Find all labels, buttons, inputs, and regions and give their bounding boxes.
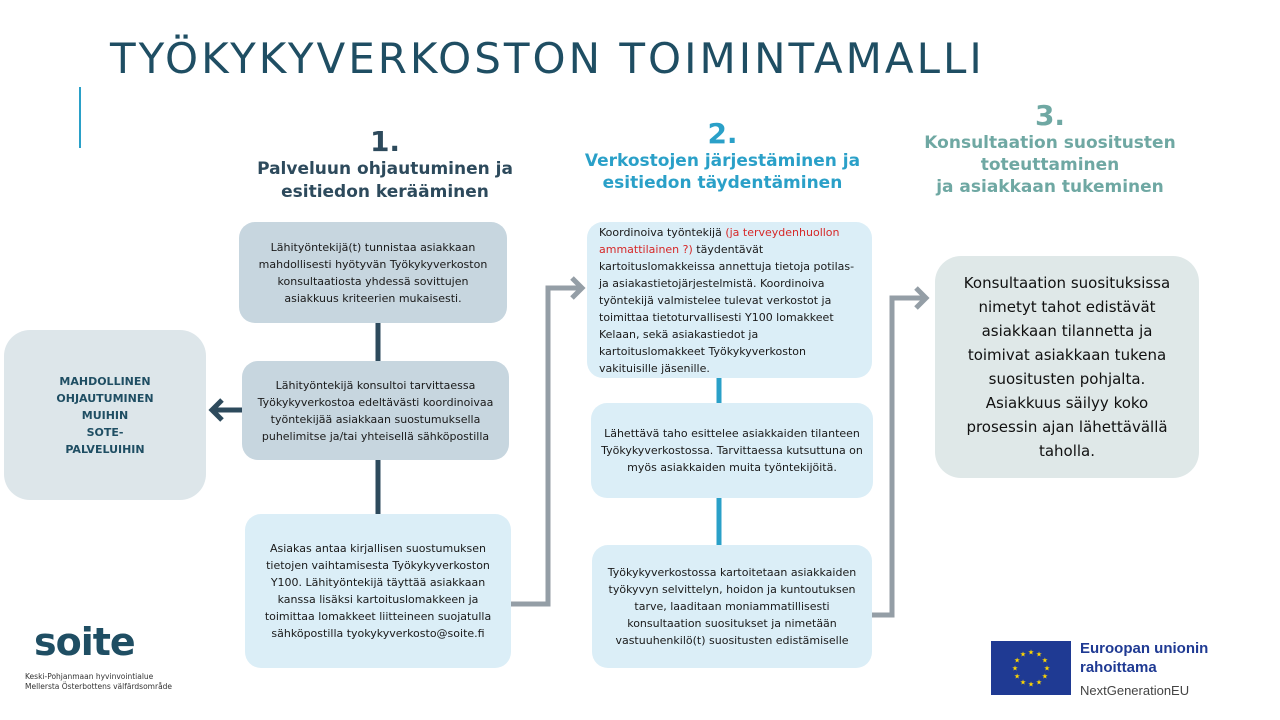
eu-star: ★ (1041, 672, 1048, 681)
page-title: TYÖKYKYVERKOSTON TOIMINTAMALLI (110, 34, 985, 83)
step-2-coordinate (587, 222, 872, 378)
arrow-col1-to-col2 (511, 288, 582, 604)
phase-1-label-line2: esitiedon kerääminen (281, 182, 489, 202)
phase-2-number: 2. (707, 117, 738, 150)
step-1-consult (242, 361, 509, 460)
eu-star: ★ (1019, 650, 1027, 659)
eu-star: ★ (1027, 648, 1035, 657)
side-referral-line1: MAHDOLLINEN OHJAUTUMINEN (56, 374, 154, 405)
phase-1-header (245, 126, 525, 204)
eu-flag-icon (991, 641, 1071, 695)
side-referral-line3: SOTE- (86, 425, 124, 439)
step-2-coordinate-after: täydentävät kartoituslomakkeissa annettuja tietoja potilas- ja asiakastietojärjestelmistä. Koordinoiva työntekijä valmistelee tulevat verkostot ja toimittaa tietoturvallisesti Y100 lomakkeet Kelaan, sekä asiakastiedot ja kartoituslomakkeet Työkykyverkoston vakituisille jäsenille. (599, 242, 855, 375)
eu-star: ★ (1014, 656, 1021, 665)
eu-star: ★ (1014, 672, 1021, 681)
step-1-consent (245, 514, 511, 668)
phase-2-header (580, 118, 865, 194)
step-1-text: Lähityöntekijä(t) tunnistaa asiakkaan mahdollisesti hyötyvän Työkykyverkoston konsultaatiosta yhdessä sovittujen asiakkuus kriteerien mukaisesti. (258, 240, 488, 305)
eu-star: ★ (1041, 656, 1048, 665)
eu-star: ★ (1027, 680, 1035, 689)
step-1-consult-text: Lähityöntekijä konsultoi tarvittaessa Työkykyverkostoa edeltävästi koordinoivaa työntekijää asiakkaan suostumuksella puhelimitse ja/tai yhteisellä sähköpostilla (257, 378, 494, 443)
soite-subtitle-line2: Mellersta Österbottens välfärdsområde (25, 682, 173, 691)
phase-3-label-line3: ja asiakkaan tukeminen (936, 177, 1164, 197)
side-referral-line4: PALVELUIHIN (65, 442, 145, 456)
result-text: Konsultaation suosituksissa nimetyt tahot edistävät asiakkaan tilannetta ja toimivat asiakkaan tukena suositusten pohjalta. Asiakkuus säilyy koko prosessin ajan lähettävällä taholla. (963, 274, 1171, 460)
step-2-assess (592, 545, 872, 668)
eu-line2: rahoittama (1080, 659, 1157, 676)
eu-star: ★ (1035, 678, 1043, 687)
phase-1-label-line1: Palveluun ohjautuminen ja (257, 159, 513, 179)
phase-2-label-line2: esitiedon täydentäminen (602, 173, 843, 193)
step-2-coordinate-before: Koordinoiva työntekijä (599, 225, 726, 239)
side-referral-line2: MUIHIN (81, 408, 129, 422)
step-2-coordinate-text (599, 224, 860, 377)
result-box (935, 256, 1199, 478)
phase-3-label-line1: Konsultaation suositusten (924, 133, 1176, 153)
phase-3-label-line2: toteuttaminen (980, 155, 1120, 175)
eu-line1: Euroopan unionin (1080, 640, 1209, 657)
phase-1-number: 1. (369, 125, 401, 158)
soite-wordmark: soite (34, 620, 135, 664)
step-1-consent-text: Asiakas antaa kirjallisen suostumuksen tietojen vaihtamisesta Työkykyverkoston Y100. Lähityöntekijä täyttää asiakkaan kanssa lisäksi kartoituslomakkeen ja toimittaa lomakkeet liitteineen suojatulla sähköpostilla tyokykyverkosto@soite.fi (264, 542, 492, 640)
eu-funding-label (1080, 639, 1208, 700)
step-2-coordinate-highlight: (ja terveydenhuollon ammattilainen ?) (599, 225, 840, 256)
step-2-present (591, 403, 873, 498)
soite-subtitle-line1: Keski-Pohjanmaan hyvinvointialue (25, 672, 154, 681)
soite-logo (10, 614, 180, 704)
phase-3-header (915, 100, 1185, 198)
step-1-identify (239, 222, 507, 323)
soite-subtitle (25, 672, 172, 692)
eu-star: ★ (1011, 664, 1019, 673)
side-referral-box (4, 330, 206, 500)
arrow-col2-to-col3 (872, 298, 926, 615)
step-2-assess-text: Työkykyverkostossa kartoitetaan asiakkaiden työkyvyn selvittelyn, hoidon ja kuntoutuksen tarve, laaditaan moniammatillisesti konsultaation suositukset ja nimetään vastuuhenkilö(t) suositusten edistämiselle (607, 566, 857, 647)
eu-star: ★ (1035, 650, 1043, 659)
phase-2-label-line1: Verkostojen järjestäminen ja (584, 151, 861, 171)
eu-star: ★ (1043, 664, 1051, 673)
eu-star: ★ (1019, 678, 1027, 687)
step-2-present-text: Lähettävä taho esittelee asiakkaiden tilanteen Työkykyverkostossa. Tarvittaessa kutsuttuna on myös asiakkaiden muita työntekijöitä. (601, 427, 863, 474)
phase-3-number: 3. (1034, 99, 1066, 132)
eu-line3: NextGenerationEU (1080, 683, 1190, 698)
side-referral-text (12, 373, 198, 458)
